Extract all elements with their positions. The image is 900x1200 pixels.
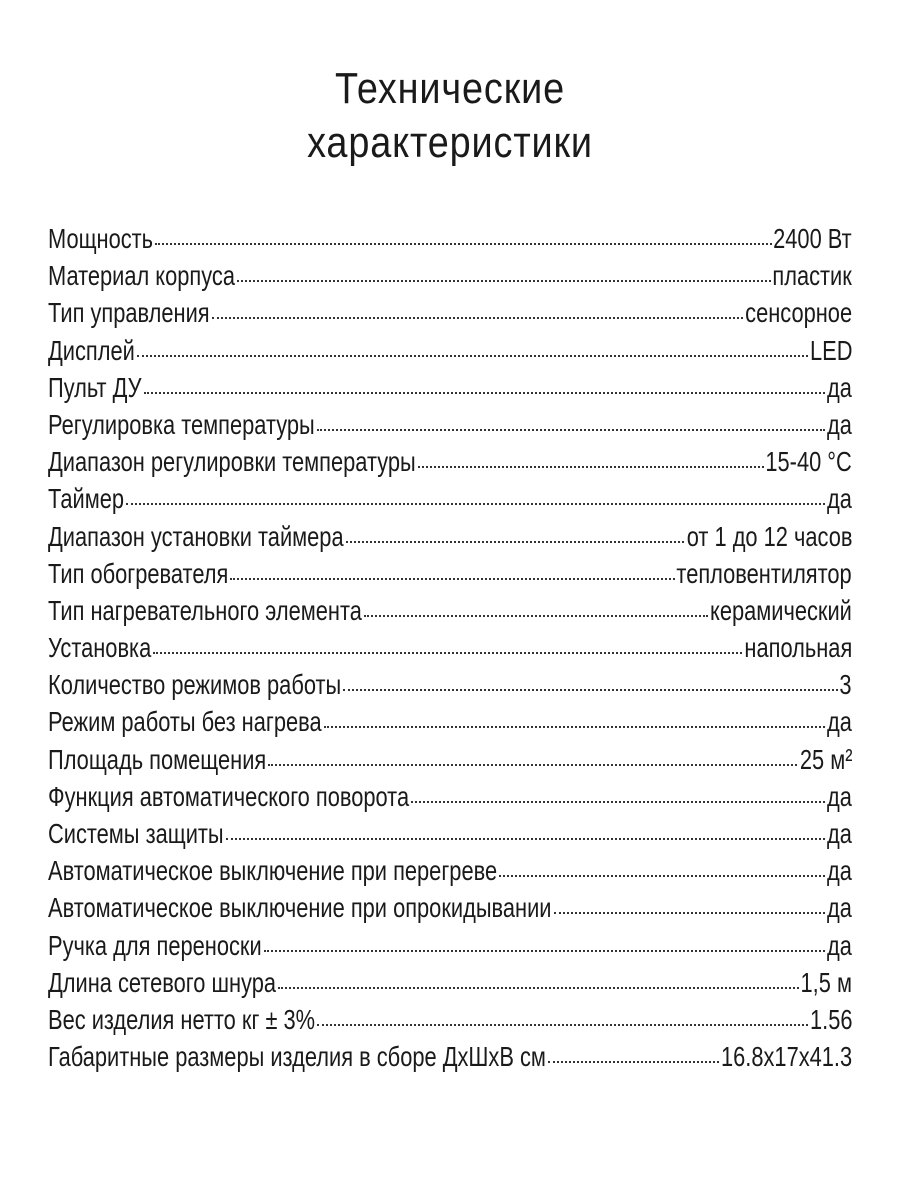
spec-value: от 1 до 12 часов	[686, 520, 852, 552]
spec-label-wrap	[48, 555, 228, 592]
spec-value: сенсорное	[745, 297, 852, 329]
spec-row	[48, 629, 852, 666]
spec-label-wrap	[48, 889, 552, 926]
spec-row	[48, 480, 852, 517]
spec-value: да	[827, 929, 852, 961]
spec-label: Пульт ДУ	[48, 371, 142, 403]
dotted-leader	[324, 724, 826, 728]
spec-value-wrap	[827, 815, 852, 852]
spec-label: Ручка для переноски	[48, 929, 262, 961]
spec-row	[48, 332, 852, 369]
spec-value-wrap	[774, 220, 852, 257]
spec-label: Дисплей	[48, 334, 135, 366]
spec-value-wrap	[810, 1001, 853, 1038]
spec-value-wrap	[827, 480, 852, 517]
spec-label: Тип обогревателя	[48, 557, 229, 589]
spec-value: 15-40 °С	[765, 446, 852, 478]
spec-row	[48, 778, 852, 815]
dotted-leader	[317, 1022, 807, 1026]
spec-row	[48, 964, 852, 1001]
spec-row	[48, 406, 852, 443]
spec-label-wrap	[48, 592, 362, 629]
spec-label: Габаритные размеры изделия в сборе ДхШхВ см	[48, 1041, 546, 1073]
spec-row	[48, 666, 852, 703]
spec-label-wrap	[48, 406, 315, 443]
spec-value-wrap	[827, 703, 852, 740]
spec-value: да	[827, 855, 852, 887]
spec-value-wrap	[721, 1038, 852, 1075]
spec-label-wrap	[48, 443, 416, 480]
spec-label-wrap	[48, 927, 262, 964]
spec-value: да	[827, 408, 852, 440]
spec-label: Площадь помещения	[48, 743, 267, 775]
spec-value-wrap	[840, 666, 852, 703]
dotted-leader	[230, 576, 674, 580]
spec-row	[48, 1001, 852, 1038]
spec-value-wrap	[686, 518, 852, 555]
spec-label-wrap	[48, 852, 497, 889]
spec-label: Количество режимов работы	[48, 669, 342, 701]
spec-label: Регулировка температуры	[48, 408, 315, 440]
spec-row	[48, 220, 852, 257]
spec-label-wrap	[48, 815, 224, 852]
spec-row	[48, 852, 852, 889]
spec-value-wrap	[810, 332, 852, 369]
spec-value-wrap	[773, 257, 852, 294]
dotted-leader	[343, 687, 838, 691]
dotted-leader	[364, 613, 708, 617]
spec-value-wrap	[827, 889, 852, 926]
spec-value-wrap	[827, 852, 852, 889]
spec-label-wrap	[48, 629, 151, 666]
spec-label: Вес изделия нетто кг ± 3%	[48, 1003, 316, 1035]
spec-row	[48, 443, 852, 480]
spec-value: тепловентилятор	[676, 557, 852, 589]
spec-label-wrap	[48, 294, 210, 331]
spec-label: Тип управления	[48, 297, 210, 329]
dotted-leader	[411, 799, 825, 803]
spec-row	[48, 1038, 852, 1075]
dotted-leader	[237, 278, 771, 282]
spec-value: да	[827, 780, 852, 812]
spec-value: 2400 Вт	[773, 223, 852, 254]
spec-label-wrap	[48, 332, 135, 369]
dotted-leader	[548, 1059, 719, 1063]
spec-value: да	[827, 371, 852, 403]
spec-value-wrap	[744, 629, 852, 666]
spec-row	[48, 927, 852, 964]
spec-label-wrap	[48, 666, 341, 703]
spec-label: Мощность	[48, 223, 154, 254]
spec-value-wrap	[827, 369, 852, 406]
spec-label-wrap	[48, 741, 266, 778]
spec-row	[48, 257, 852, 294]
dotted-leader	[499, 873, 825, 877]
spec-label-wrap	[48, 1001, 315, 1038]
dotted-leader	[268, 762, 797, 766]
spec-value: 1.56	[809, 1003, 852, 1035]
spec-label-wrap	[48, 518, 344, 555]
page-title-line-2: характеристики	[307, 118, 593, 167]
spec-value: напольная	[744, 632, 852, 664]
spec-table	[48, 220, 852, 1075]
spec-value: да	[827, 483, 852, 515]
dotted-leader	[226, 836, 826, 840]
spec-label-wrap	[48, 964, 276, 1001]
spec-row	[48, 369, 852, 406]
spec-label-wrap	[48, 778, 409, 815]
spec-label: Диапазон установки таймера	[48, 520, 344, 552]
dotted-leader	[155, 241, 771, 245]
spec-value-wrap	[801, 964, 852, 1001]
page-title	[63, 62, 837, 170]
spec-label: Таймер	[48, 483, 125, 515]
spec-value-wrap	[710, 592, 852, 629]
spec-row	[48, 592, 852, 629]
dotted-leader	[212, 315, 743, 319]
spec-value-wrap	[745, 294, 852, 331]
spec-label: Длина сетевого шнура	[48, 966, 277, 998]
dotted-leader	[418, 464, 764, 468]
spec-value: 3	[839, 669, 852, 701]
spec-value: керамический	[710, 594, 852, 626]
dotted-leader	[317, 427, 825, 431]
page-title-line-1: Технические	[334, 64, 566, 113]
spec-label: Тип нагревательного элемента	[48, 594, 362, 626]
spec-label: Режим работы без нагрева	[48, 706, 322, 738]
spec-label-wrap	[48, 703, 322, 740]
spec-label-wrap	[48, 220, 153, 257]
spec-value-wrap	[677, 555, 852, 592]
dotted-leader	[153, 650, 742, 654]
spec-row	[48, 815, 852, 852]
spec-label: Диапазон регулировки температуры	[48, 446, 416, 478]
spec-value: LED	[809, 334, 852, 366]
spec-row	[48, 518, 852, 555]
spec-label-wrap	[48, 480, 124, 517]
dotted-leader	[554, 910, 826, 914]
spec-value-wrap	[766, 443, 852, 480]
spec-value-wrap	[827, 406, 852, 443]
dotted-leader	[278, 985, 799, 989]
spec-row	[48, 741, 852, 778]
spec-value-wrap	[827, 778, 852, 815]
dotted-leader	[126, 501, 825, 505]
spec-row	[48, 889, 852, 926]
spec-label: Материал корпуса	[48, 260, 235, 292]
dotted-leader	[137, 353, 808, 357]
spec-value: 25 м²	[799, 743, 852, 775]
spec-row	[48, 555, 852, 592]
spec-value: 1,5 м	[800, 966, 852, 998]
dotted-leader	[144, 390, 826, 394]
spec-label-wrap	[48, 369, 142, 406]
spec-row	[48, 703, 852, 740]
spec-row	[48, 294, 852, 331]
spec-value: пластик	[772, 260, 852, 292]
spec-label-wrap	[48, 1038, 546, 1075]
spec-label: Системы защиты	[48, 818, 224, 849]
spec-value: да	[827, 818, 852, 849]
spec-label: Автоматическое выключение при перегреве	[48, 855, 498, 887]
spec-value-wrap	[827, 927, 852, 964]
spec-value: да	[827, 706, 852, 738]
spec-label-wrap	[48, 257, 235, 294]
spec-value: 16.8x17x41.3	[720, 1041, 852, 1073]
spec-value-wrap	[799, 741, 852, 778]
dotted-leader	[264, 948, 825, 952]
spec-value: да	[827, 892, 852, 924]
spec-label: Автоматическое выключение при опрокидывании	[48, 892, 552, 924]
spec-label: Установка	[48, 632, 152, 664]
spec-label: Функция автоматического поворота	[48, 780, 410, 812]
dotted-leader	[346, 539, 685, 543]
